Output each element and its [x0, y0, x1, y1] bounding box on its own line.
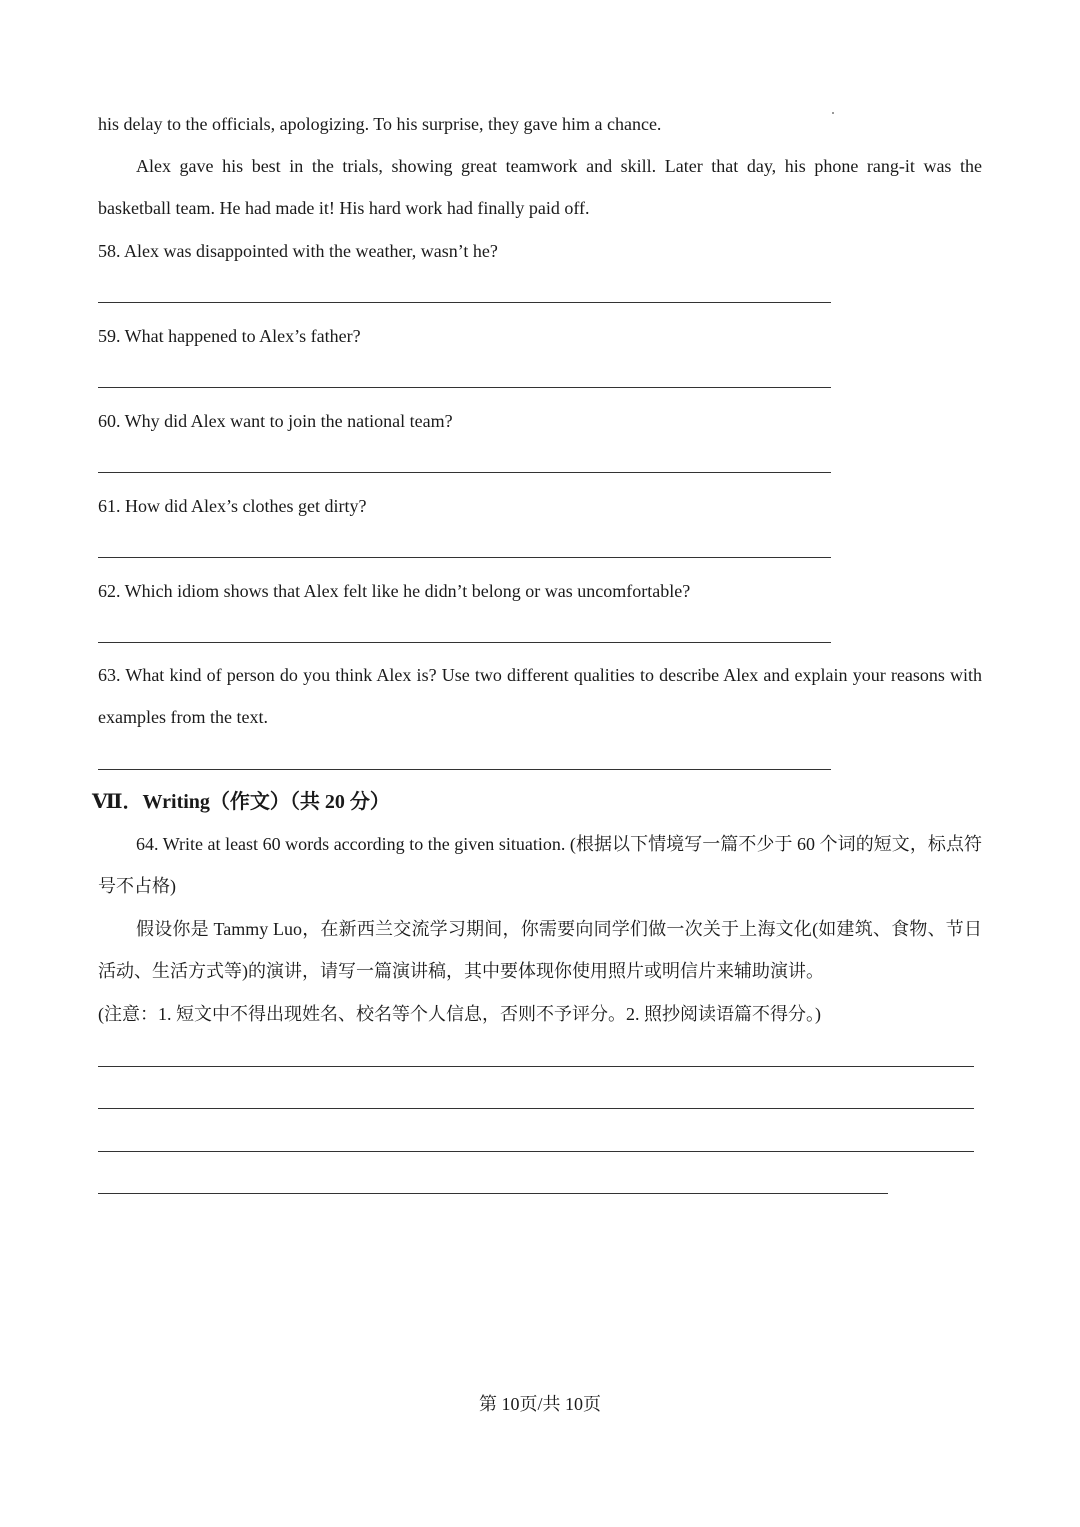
essay-line-4[interactable]: [98, 1193, 888, 1194]
answer-line-61[interactable]: [98, 557, 831, 558]
essay-line-1[interactable]: [98, 1066, 974, 1067]
essay-line-2[interactable]: [98, 1108, 974, 1109]
writing-prompt: 64. Write at least 60 words according to the given situation. (根据以下情境写一篇不少于 60 个词的短文，标点符号不占格): [98, 834, 982, 896]
question-61: 61. How did Alex’s clothes get dirty?: [98, 496, 367, 516]
answer-line-59[interactable]: [98, 387, 831, 388]
answer-line-63[interactable]: [98, 769, 831, 770]
essay-line-3[interactable]: [98, 1151, 974, 1152]
exam-page: [92, 0, 982, 1527]
page-number: 第 10页/共 10页: [478, 1394, 601, 1414]
answer-line-62[interactable]: [98, 642, 831, 643]
question-58: 58. Alex was disappointed with the weather, wasn’t he?: [98, 241, 498, 261]
answer-line-60[interactable]: [98, 472, 831, 473]
question-60: 60. Why did Alex want to join the national team?: [98, 411, 453, 431]
scan-speck: [832, 112, 834, 114]
writing-note: (注意：1. 短文中不得出现姓名、校名等个人信息，否则不予评分。2. 照抄阅读语篇不得分。): [98, 1004, 821, 1024]
question-62: 62. Which idiom shows that Alex felt like he didn’t belong or was uncomfortable?: [98, 581, 691, 601]
section-title-writing: Ⅶ．Writing（作文）（共 20 分）: [92, 791, 390, 813]
writing-situation: 假设你是 Tammy Luo，在新西兰交流学习期间，你需要向同学们做一次关于上海文化(如建筑、食物、节日活动、生活方式等)的演讲，请写一篇演讲稿，其中要体现你使用照片或明信片来辅助演讲。: [98, 919, 982, 981]
answer-line-58[interactable]: [98, 302, 831, 303]
passage-line: his delay to the officials, apologizing. To his surprise, they gave him a chance.: [98, 114, 662, 134]
question-59: 59. What happened to Alex’s father?: [98, 326, 361, 346]
passage-paragraph: Alex gave his best in the trials, showing great teamwork and skill. Later that day, his phone rang-it was the basketball team. He had made it! His hard work had finally paid off.: [98, 156, 982, 218]
question-63: 63. What kind of person do you think Alex is? Use two different qualities to describe Alex and explain your reasons with examples from the text.: [98, 665, 982, 727]
